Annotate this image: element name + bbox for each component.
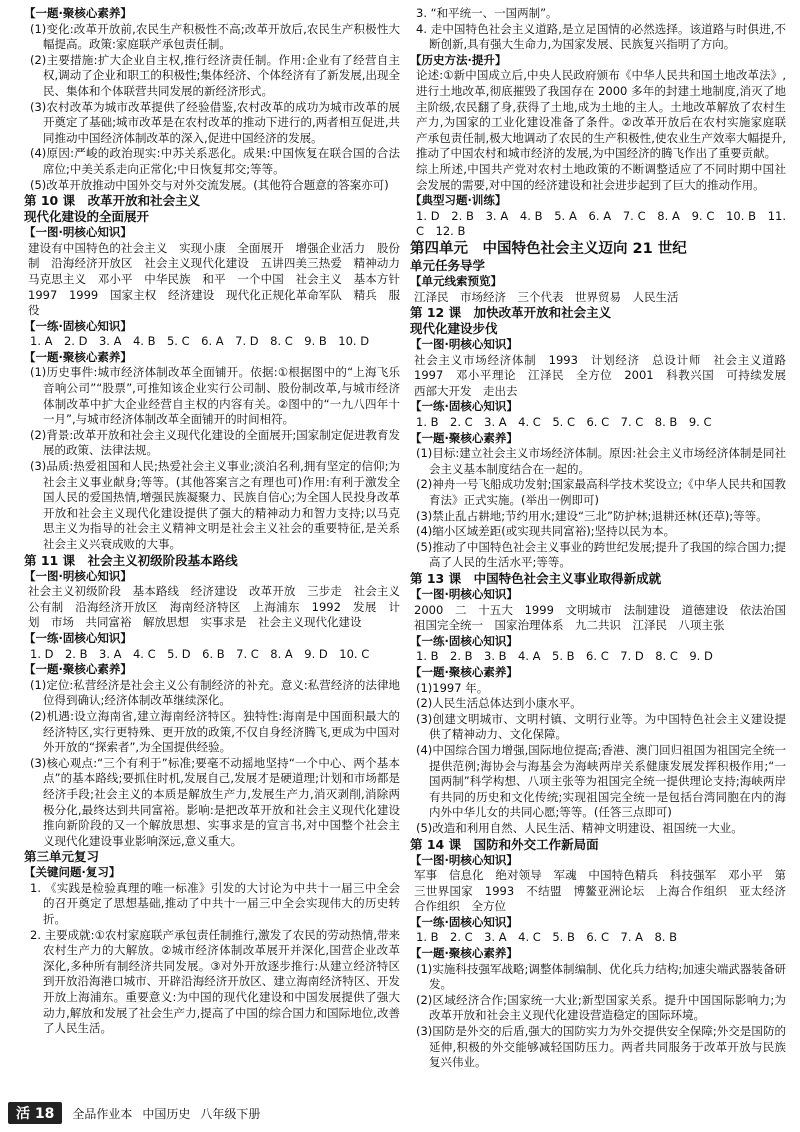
section-heading: 【历史方法·提升】 xyxy=(410,52,507,67)
answer-item: (3)国防是外交的后盾,强大的国防实力为外交提供安全保障;外交是国防的延伸,积极的外交能够减轻国防压力。两者共同服务于改革开放与民族复兴伟业。 xyxy=(416,1024,786,1070)
lesson-title: 现代化建设步伐 xyxy=(410,321,498,337)
unit-title: 第四单元 中国特色社会主义迈向 21 世纪 xyxy=(410,240,687,257)
answer-item: (2)神舟一号飞船成功发射;国家最高科学技术奖设立;《中华人民共和国教育法》正式实施。(举出一例即可) xyxy=(416,477,786,508)
answer-paragraph: 论述:①新中国成立后,中央人民政府颁布《中华人民共和国土地改革法》,进行土地改革,彻底摧毁了我国存在 2000 多年的封建土地制度,消灭了地主阶级,农民翻了身,获得了土地,成为土地的主人。土地改革解放了农村生产力,为国家的工业化建设准备了条件。②改革开放后在农村实施家庭联产承包责任制,极大地调动了农民的生产积极性,使农业生产效率大幅提升,推动了中国农村和城市经济的发展,为中国经济的腾飞作出了重要贡献。 xyxy=(416,68,786,161)
answer-item: (2)人民生活总体达到小康水平。 xyxy=(416,696,582,711)
answer-item: (1)变化:改革开放前,农民生产积极性不高;改革开放后,农民生产积极性大幅提高。政策:家庭联产承包责任制。 xyxy=(30,21,400,52)
grade-label: 八年级下册 xyxy=(200,1106,261,1121)
section-heading: 【一练·固核心知识】 xyxy=(410,633,518,648)
answer-item: (1)目标:建立社会主义市场经济体制。原因:社会主义市场经济体制是同社会主义基本制度结合在一起的。 xyxy=(416,446,786,476)
lesson-title: 第 10 课 改革开放和社会主义 xyxy=(24,193,201,209)
answer-item: (1)历史事件:城市经济体制改革全面铺开。依据:①根据图中的“上海飞乐音响公司”“股票”,可推知该企业实行公司制、股份制改革,与城市经济体制改革中扩大企业经营自主权的内容有关。②图中的“一九八四年十一月”,与城市经济体制改革全面铺开的时间相符。 xyxy=(30,365,400,427)
answer-item: (1)1997 年。 xyxy=(416,680,489,695)
section-heading: 【一练·固核心知识】 xyxy=(410,914,518,929)
columns xyxy=(24,6,798,1098)
section-heading: 【关键问题·复习】 xyxy=(24,865,121,880)
answer-paragraph: 1. B 2. B 3. B 4. A 5. B 6. C 7. D 8. C 9. D xyxy=(416,649,713,664)
section-heading: 【一题·聚核心素养】 xyxy=(24,662,132,677)
page-footer xyxy=(8,1102,260,1124)
lesson-title: 第 12 课 加快改革开放和社会主义 xyxy=(410,305,612,321)
left-column xyxy=(24,6,412,1098)
keyword-list: 社会主义初级阶段 基本路线 经济建设 改革开放 三步走 社会主义公有制 沿海经济开放区 海南经济特区 上海浦东 1992 发展 计划 市场 共同富裕 解放思想 实事求是 社会主义现代化建设 xyxy=(28,584,400,630)
book-title: 全品作业本 xyxy=(72,1106,133,1121)
section-heading: 【单元线索预览】 xyxy=(410,273,502,288)
answer-item: (2)机遇:设立海南省,建立海南经济特区。独特性:海南是中国面积最大的经济特区,实行更特殊、更开放的政策,不仅自身经济腾飞,更成为中国对外开放的“探索者”,为全国提供经验。 xyxy=(30,708,400,755)
section-heading: 【一题·聚核心素养】 xyxy=(24,6,132,20)
answer-item: 2. 主要成就:①农村家庭联产承包责任制推行,激发了农民的劳动热情,带来农村生产力的大解放。②城市经济体制改革展开并深化,国营企业改革深化,多种所有制经济共同发展。③对外开放逐步推行:从建立经济特区到开放沿海港口城市、开辟沿海经济开放区、建立海南经济特区、开发开放上海浦东。重要意义:为中国的现代化建设和中国发展提供了强大动力,解放和发展了社会生产力,提高了中国的综合国力和国际地位,改善了人民生活。 xyxy=(30,927,400,1036)
lesson-title: 第三单元复习 xyxy=(24,849,100,865)
answer-item: (3)核心观点:“三个有利于”标准;要毫不动摇地坚持“一个中心、两个基本点”的基本路线;要抓住时机,发展自己,发展才是硬道理;计划和市场都是经济手段;社会主义的本质是解放生产力,发展生产力,消灭剥削,消除两极分化,最终达到共同富裕。影响:是把改革开放和社会主义现代化建设推向新阶段的又一个解放思想、实事求是的宣言书,对中国整个社会主义现代化建设事业影响深远,意义重大。 xyxy=(30,755,400,848)
keyword-list: 建设有中国特色的社会主义 实现小康 全面展开 增强企业活力 股份制 沿海经济开放区 社会主义现代化建设 五讲四美三热爱 精神动力 马克思主义 邓小平 中华民族 和平 一个中国 社会主义 基本方针 1997 1999 国家主权 经济建设 现代化正规化革命军队 精兵 服役 xyxy=(28,240,412,318)
answer-paragraph: 1. B 2. C 3. A 4. C 5. C 6. C 7. C 8. B 9. C xyxy=(416,415,712,430)
section-heading: 【一图·明核心知识】 xyxy=(410,337,518,352)
section-heading: 【一练·固核心知识】 xyxy=(410,399,518,414)
section-heading: 【一图·明核心知识】 xyxy=(24,568,132,583)
answer-item: 1. 《实践是检验真理的唯一标准》引发的大讨论为中共十一届三中全会的召开奠定了思想基础,推动了中共十一届三中全会实现伟大的历史转折。 xyxy=(30,880,400,927)
answer-item: (3)品质:热爱祖国和人民;热爱社会主义事业;淡泊名利,拥有坚定的信仰;为社会主义事业献身;等等。(其他答案言之有理也可)作用:有利于激发全国人民的爱国热情,增强民族凝聚力、民族自信心;为全国人民投身改革开放和社会主义现代化建设提供了强大的精神动力和智力支持;以马克思主义为指导的社会主义精神文明是社会主义社会的重要特征,是关系社会主义兴衰成败的大事。 xyxy=(30,459,400,551)
section-heading: 【一图·明核心知识】 xyxy=(410,587,518,601)
section-heading: 【一题·聚核心素养】 xyxy=(24,349,132,364)
section-heading: 【一题·聚核心素养】 xyxy=(410,946,518,961)
answer-item: (3)创建文明城市、文明村镇、文明行业等。为中国特色社会主义建设提供了精神动力、文化保障。 xyxy=(416,711,786,742)
answer-item: (2)主要措施:扩大企业自主权,推行经济责任制。作用:企业有了经营自主权,调动了企业和职工的积极性;集体经济、个体经济有了新发展,出现全民、集体和个体联营共同发展的新经济形式。 xyxy=(30,52,400,98)
answer-paragraph: 1. B 2. C 3. A 4. C 5. B 6. C 7. A 8. B xyxy=(416,930,678,945)
right-column xyxy=(410,6,798,1098)
lesson-title: 现代化建设的全面展开 xyxy=(24,209,150,225)
answer-paragraph: 综上所述,中国共产党对农村土地政策的不断调整适应了不同时期中国社会发展的需要,对中国的经济建设和社会进步起到了巨大的推动作用。 xyxy=(416,161,786,192)
answer-item: (5)推动了中国特色社会主义事业的跨世纪发展;提升了我国的综合国力;提高了人民的生活水平;等等。 xyxy=(416,539,786,570)
keyword-list: 2000 二 十五大 1999 文明城市 法制建设 道德建设 依法治国 祖国完全统一 国家治理体系 九二共识 江泽民 八项主张 xyxy=(414,602,798,633)
keyword-list: 军事 信息化 绝对领导 军魂 中国特色精兵 科技强军 邓小平 第三世界国家 1993 不结盟 博鳌亚洲论坛 上海合作组织 亚太经济合作组织 全方位 xyxy=(414,868,786,914)
answer-item: 4. 走中国特色社会主义道路,是立足国情的必然选择。该道路与时俱进,不断创新,具有强大生命力,为国家发展、民族复兴指明了方向。 xyxy=(416,21,786,52)
answer-item: (2)区域经济合作;国家统一大业;新型国家关系。提升中国国际影响力;为改革开放和社会主义现代化建设营造稳定的国际环境。 xyxy=(416,992,786,1023)
keyword-list: 江泽民 市场经济 三个代表 世界贸易 人民生活 xyxy=(414,289,679,304)
answer-item: (4)缩小区域差距(或实现共同富裕);坚持以民为本。 xyxy=(416,524,676,539)
lesson-title: 第 14 课 国防和外交工作新局面 xyxy=(410,836,599,852)
section-heading: 【一练·固核心知识】 xyxy=(24,318,132,333)
answer-paragraph: 1. D 2. B 3. A 4. C 5. D 6. B 7. C 8. A 9. D 10. C xyxy=(30,646,370,661)
section-heading: 【一图·明核心知识】 xyxy=(410,852,518,867)
answer-item: (1)实施科技强军战略;调整体制编制、优化兵力结构;加速尖端武器装备研发。 xyxy=(416,961,786,992)
section-heading: 【一题·聚核心素养】 xyxy=(410,664,518,679)
lesson-title: 单元任务导学 xyxy=(410,257,486,273)
answer-item: (3)农村改革为城市改革提供了经验借鉴,农村改革的成功为城市改革的展开奠定了基础;城市改革是在农村改革的推动下进行的,两者相互促进,共同推动中国经济体制改革的深入,促进中国经济的发展。 xyxy=(30,99,400,145)
answer-item: (5)改造和利用自然、人民生活、精神文明建设、祖国统一大业。 xyxy=(416,820,743,835)
section-heading: 【一题·聚核心素养】 xyxy=(410,430,518,445)
keyword-list: 社会主义市场经济体制 1993 计划经济 总设计师 社会主义道路 1997 邓小平理论 江泽民 全方位 2001 科教兴国 可持续发展 西部大开发 走出去 xyxy=(414,352,798,398)
answer-item: (1)定位:私营经济是社会主义公有制经济的补充。意义:私营经济的法律地位得到确认;经济体制改革继续深化。 xyxy=(30,677,400,708)
section-heading: 【一练·固核心知识】 xyxy=(24,630,132,645)
answer-item: (2)背景:改革开放和社会主义现代化建设的全面展开;国家制定促进教育发展的政策、法律法规。 xyxy=(30,427,400,458)
lesson-title: 第 13 课 中国特色社会主义事业取得新成就 xyxy=(410,571,662,586)
section-heading: 【典型习题·训练】 xyxy=(410,193,507,208)
answer-item: (4)中国综合国力增强,国际地位提高;香港、澳门回归祖国为祖国完全统一提供范例;海协会与海基会为海峡两岸关系健康发展发挥积极作用;“一国两制”科学构想、八项主张等为祖国完全统一提供理论支持;海峡两岸有共同的历史和文化传统;实现祖国完全统一是包括台湾同胞在内的海内外中华儿女的共同心愿;等等。(任答三点即可) xyxy=(416,742,786,820)
answer-item: (3)禁止乱占耕地;节约用水;建设“三北”防护林;退耕还林(还草);等等。 xyxy=(416,508,768,523)
answer-paragraph: 1. A 2. D 3. A 4. B 5. C 6. A 7. D 8. C 9. B 10. D xyxy=(30,334,370,349)
section-heading: 【一图·明核心知识】 xyxy=(24,225,132,240)
page-number-badge: 活 18 xyxy=(8,1102,62,1124)
answer-item: (4)原因:严峻的政治现实:中苏关系恶化。成果:中国恢复在联合国的合法席位;中美关系走向正常化;中日恢复邦交;等等。 xyxy=(30,146,400,176)
answer-item: 3. “和平统一、一国两制”。 xyxy=(416,6,558,20)
answer-paragraph: 1. D 2. B 3. A 4. B 5. A 6. A 7. C 8. A 9. C 10. B 11. C 12. B xyxy=(416,208,786,239)
lesson-title: 第 11 课 社会主义初级阶段基本路线 xyxy=(24,552,238,568)
answer-item: (5)改革开放推动中国外交与对外交流发展。(其他符合题意的答案亦可) xyxy=(30,177,389,192)
subject-label: 中国历史 xyxy=(142,1106,191,1121)
